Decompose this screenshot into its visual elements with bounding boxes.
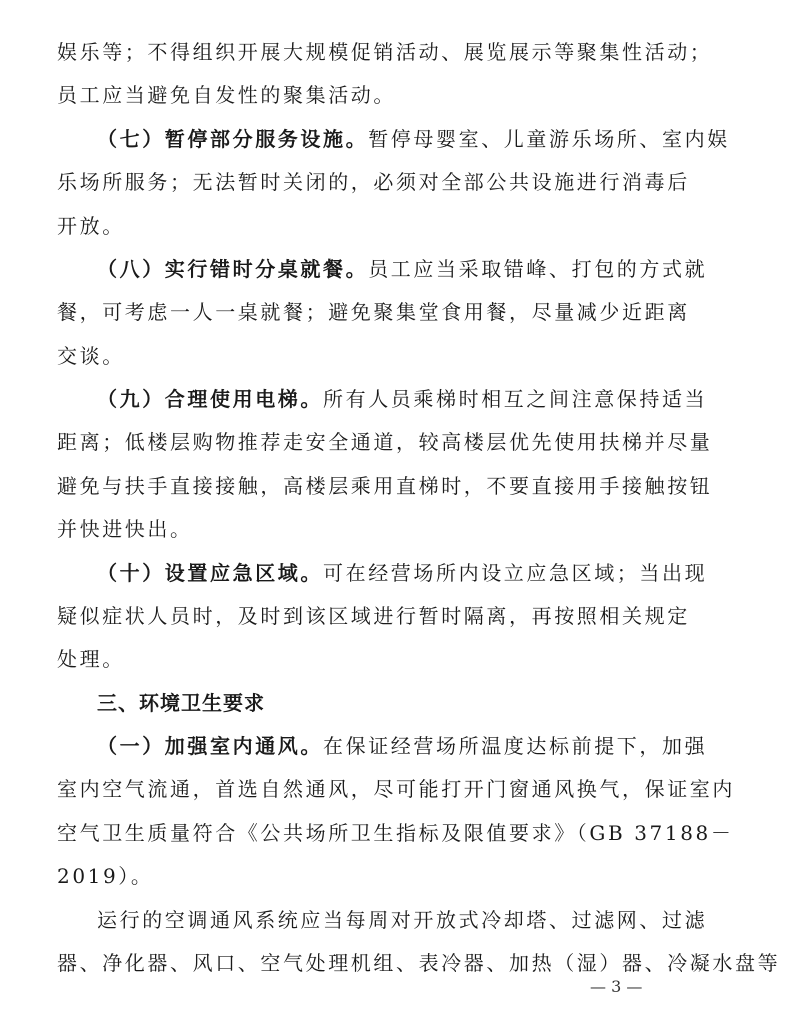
paragraph-line: 员工应当避免自发性的聚集活动。: [57, 83, 396, 108]
paragraph-line: 器、净化器、风口、空气处理机组、表冷器、加热（湿）器、冷凝水盘等: [57, 951, 781, 975]
paragraph-line: 乐场所服务；无法暂时关闭的，必须对全部公共设施进行消毒后: [57, 170, 690, 195]
paragraph-line: 运行的空调通风系统应当每周对开放式冷却塔、过滤网、过滤: [97, 907, 708, 932]
paragraph-line: 疑似症状人员时，及时到该区域进行暂时隔离，再按照相关规定: [57, 603, 690, 628]
section-item-8: [97, 254, 803, 284]
paragraph-line: 处理。: [57, 647, 125, 672]
section-item-title: （七）暂停部分服务设施。: [97, 126, 369, 151]
section-item-title: （十）设置应急区域。: [97, 560, 323, 585]
paragraph-line: 交谈。: [57, 343, 125, 368]
section-item-text: 可在经营场所内设立应急区域；当出现: [323, 560, 708, 585]
section-item-text: 暂停母婴室、儿童游乐场所、室内娱: [368, 126, 730, 151]
paragraph-line: 开放。: [57, 213, 125, 238]
section-item-10: [97, 558, 803, 588]
section-item-1: [97, 731, 803, 761]
paragraph-line: 餐，可考虑一人一桌就餐；避免聚集堂食用餐，尽量减少近距离: [57, 300, 690, 325]
paragraph-line: 距离；低楼层购物推荐走安全通道，较高楼层优先使用扶梯并尽量: [57, 430, 713, 455]
section-item-title: （一）加强室内通风。: [97, 734, 323, 759]
paragraph-line: 2019）。: [57, 864, 154, 889]
paragraph-line: 避免与扶手直接接触，高楼层乘用直梯时，不要直接用手接触按钮: [57, 473, 713, 498]
section-item-title: （八）实行错时分桌就餐。: [97, 256, 369, 281]
paragraph-line: 并快进快出。: [57, 517, 193, 542]
section-item-7: [97, 124, 803, 154]
section-heading: 三、环境卫生要求: [97, 690, 265, 715]
paragraph-line: 娱乐等；不得组织开展大规模促销活动、展览展示等聚集性活动；: [57, 40, 713, 64]
section-item-9: [97, 384, 803, 414]
page-number: — 3 —: [590, 977, 643, 996]
section-item-text: 所有人员乘梯时相互之间注意保持适当: [323, 387, 708, 412]
paragraph-line: 空气卫生质量符合《公共场所卫生指标及限值要求》（GB 37188－: [57, 820, 734, 845]
section-item-text: 员工应当采取错峰、打包的方式就: [368, 256, 708, 281]
section-item-text: 在保证经营场所温度达标前提下，加强: [323, 734, 708, 759]
paragraph-line: 室内空气流通，首选自然通风，尽可能打开门窗通风换气，保证室内: [57, 777, 735, 802]
section-item-title: （九）合理使用电梯。: [97, 387, 323, 412]
